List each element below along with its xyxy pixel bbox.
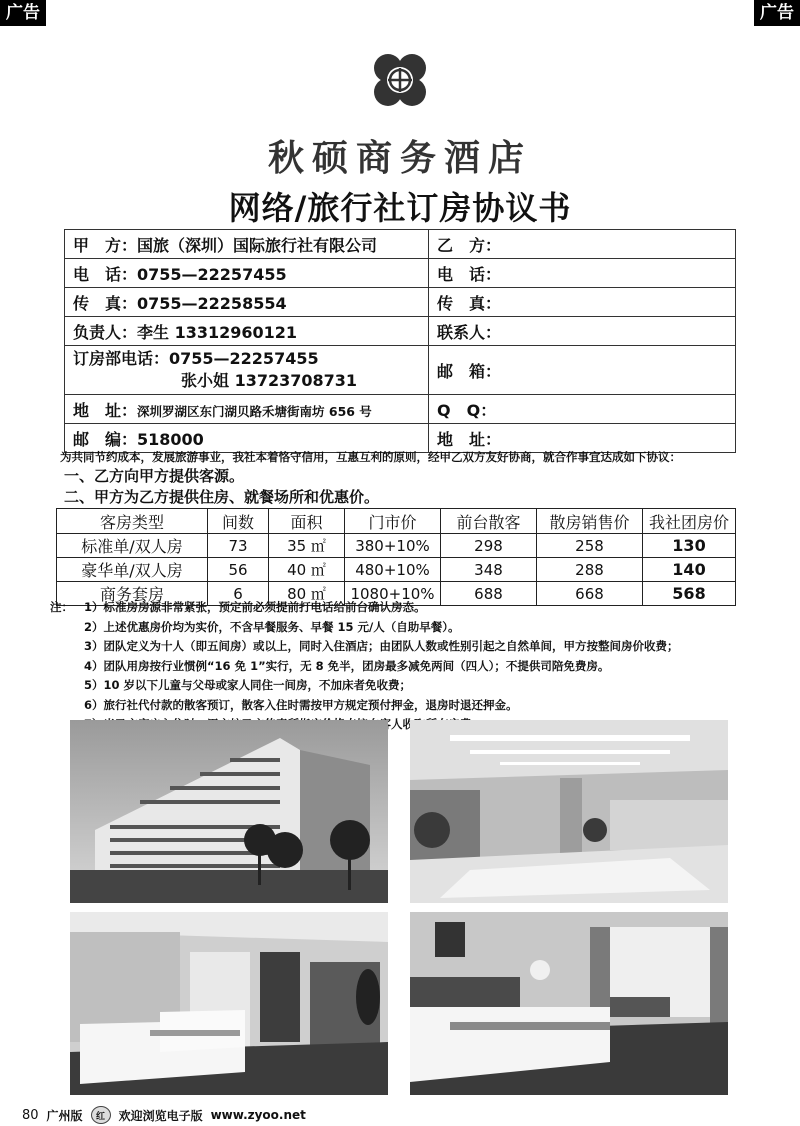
page-footer xyxy=(22,1106,306,1124)
room-table-header xyxy=(57,509,736,534)
room-walkin: 688 xyxy=(441,582,537,606)
note-item: 注： 1）标准房房源非常紧张，预定前必须提前打电话给前台确认房态。 xyxy=(50,598,679,618)
note-item: 2）上述优惠房价均为实价，不含早餐服务、早餐 15 元/人（自助早餐）。 xyxy=(84,619,460,634)
room-count: 6 xyxy=(208,582,269,606)
party-b-address: 地 址： xyxy=(429,424,736,453)
party-b-name: 乙 方： xyxy=(429,230,736,259)
col-sale: 散房销售价 xyxy=(537,509,643,534)
room-sale: 288 xyxy=(537,558,643,582)
section-one: 一、乙方向甲方提供客源。 xyxy=(64,467,245,485)
col-area: 面积 xyxy=(269,509,345,534)
note-item: 4）团队用房按行业惯例“16 免 1”实行，无 8 免半，团房最多减免两间（四人）；不提供司陪免费房。 xyxy=(84,658,610,673)
booking-phone: 订房部电话：0755—22257455 xyxy=(73,349,319,368)
notes xyxy=(50,598,679,735)
col-count: 间数 xyxy=(208,509,269,534)
room-sale: 668 xyxy=(537,582,643,606)
edition-badge-icon: 红 xyxy=(91,1106,111,1124)
note-item: 6）旅行社代付款的散客预订，散客入住时需按甲方规定预付押金，退房时退还押金。 xyxy=(84,697,518,712)
king-room-photo xyxy=(410,912,728,1095)
page-number: 80 xyxy=(22,1107,39,1123)
room-area: 35 ㎡ xyxy=(269,534,345,558)
room-rack: 1080+10% xyxy=(345,582,441,606)
party-b-phone: 电 话： xyxy=(429,259,736,288)
page-title: 网络/旅行社订房协议书 xyxy=(228,189,572,227)
room-group: 130 xyxy=(643,534,736,558)
room-rack: 480+10% xyxy=(345,558,441,582)
twin-room-photo xyxy=(70,912,388,1095)
note-item: 5）10 岁以下儿童与父母或家人同住一间房，不加床者免收费； xyxy=(84,678,412,692)
room-area: 80 ㎡ xyxy=(269,582,345,606)
intro-text: 为共同节约成本，发展旅游事业，我社本着恪守信用，互惠互利的原则，经甲乙双方友好协商，就合作事宜达成如下协议： xyxy=(60,450,681,464)
room-sale: 258 xyxy=(537,534,643,558)
footer-text: 欢迎浏览电子版 xyxy=(118,1108,203,1123)
room-count: 73 xyxy=(208,534,269,558)
room-count: 56 xyxy=(208,558,269,582)
hotel-logo-icon xyxy=(368,48,432,112)
party-b-email: 邮 箱： xyxy=(429,346,736,395)
room-group: 568 xyxy=(643,582,736,606)
footer-url[interactable]: www.zyoo.net xyxy=(210,1108,306,1122)
col-rack-rate: 门市价 xyxy=(345,509,441,534)
party-a-phone: 电 话：0755—22257455 xyxy=(65,259,429,288)
address-label: 地 址： xyxy=(73,400,138,420)
parties-row xyxy=(65,259,736,288)
col-group: 我社团房价 xyxy=(643,509,736,534)
table-row xyxy=(57,534,736,558)
room-walkin: 348 xyxy=(441,558,537,582)
party-b-fax: 传 真： xyxy=(429,288,736,317)
party-a-zip: 邮 编：518000 xyxy=(65,424,429,453)
party-a-fax: 传 真：0755—22258554 xyxy=(65,288,429,317)
booking-dept xyxy=(65,346,429,395)
booking-contact: 张小姐 13723708731 xyxy=(181,371,358,390)
note-item: 3）团队定义为十人（即五间房）或以上，同时入住酒店；由团队人数或性别引起之自然单间，甲方按整间房价收费； xyxy=(84,639,679,653)
room-rate-table xyxy=(56,508,736,606)
address-value: 深圳罗湖区东门湖贝路禾塘街南坊 656 号 xyxy=(137,403,372,419)
parties-table xyxy=(64,229,736,453)
party-a-manager: 负责人：李生 13312960121 xyxy=(65,317,429,346)
room-area: 40 ㎡ xyxy=(269,558,345,582)
party-b-contact: 联系人： xyxy=(429,317,736,346)
hotel-exterior-photo xyxy=(70,720,388,903)
edition-label: 广州版 xyxy=(46,1108,83,1123)
room-rack: 380+10% xyxy=(345,534,441,558)
col-room-type: 客房类型 xyxy=(57,509,208,534)
parties-row xyxy=(65,288,736,317)
room-type: 标准单/双人房 xyxy=(57,534,208,558)
parties-row xyxy=(65,317,736,346)
section-two: 二、甲方为乙方提供住房、就餐场所和优惠价。 xyxy=(64,488,380,506)
col-walkin: 前台散客 xyxy=(441,509,537,534)
party-b-qq: Q Q： xyxy=(429,395,736,424)
room-type: 豪华单/双人房 xyxy=(57,558,208,582)
room-type: 商务套房 xyxy=(57,582,208,606)
ad-tag-right: 广告 xyxy=(754,0,800,26)
room-walkin: 298 xyxy=(441,534,537,558)
hotel-lobby-photo xyxy=(410,720,728,903)
ad-tag-left: 广告 xyxy=(0,0,46,26)
parties-row xyxy=(65,346,736,395)
room-group: 140 xyxy=(643,558,736,582)
parties-row xyxy=(65,395,736,424)
table-row xyxy=(57,558,736,582)
parties-row xyxy=(65,230,736,259)
notes-label: 注： xyxy=(50,600,73,614)
party-a-name: 甲 方：国旅（深圳）国际旅行社有限公司 xyxy=(65,230,429,259)
hotel-name: 秋硕商务酒店 xyxy=(267,137,532,179)
party-a-address xyxy=(65,395,429,424)
